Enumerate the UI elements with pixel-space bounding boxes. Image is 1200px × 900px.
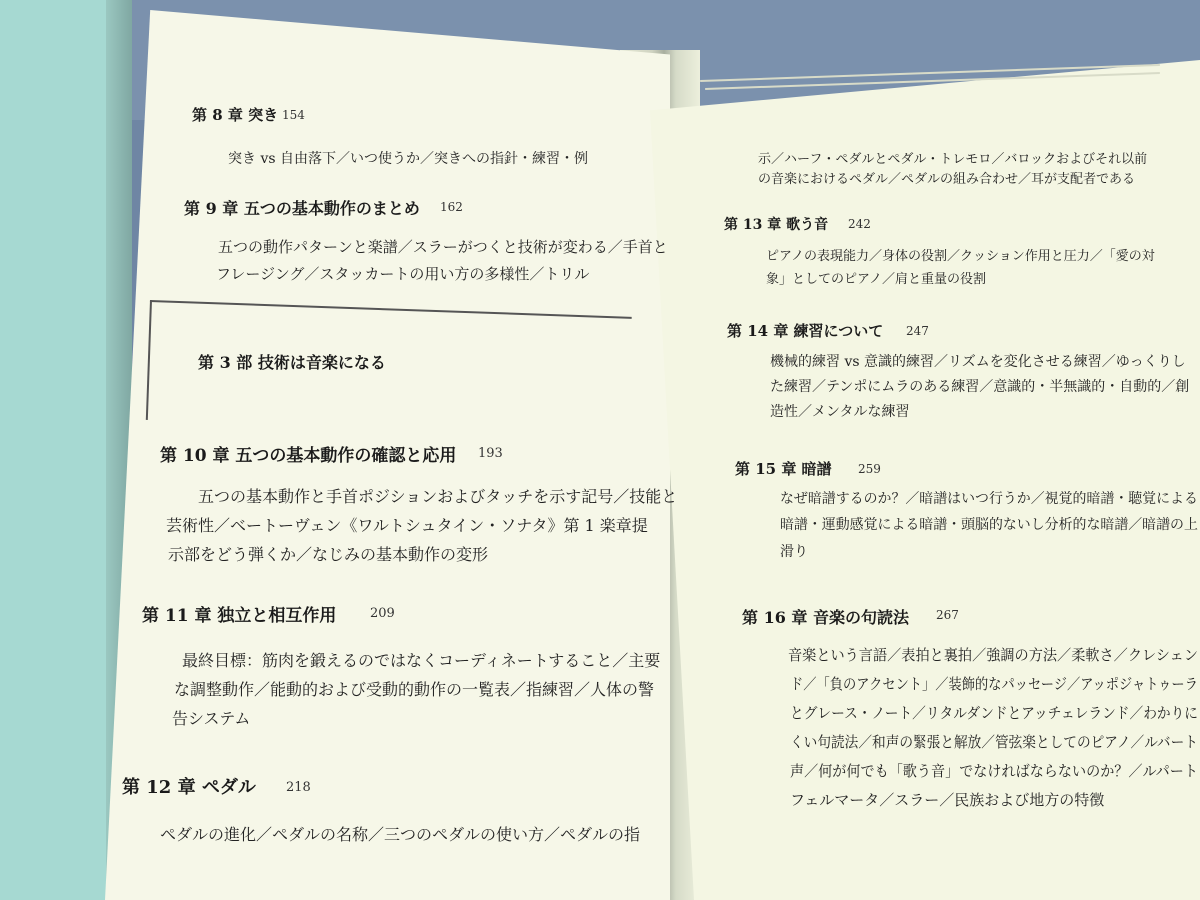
chapter-9-page: 162 [440, 200, 463, 214]
chapter-16-line: くい句読法／和声の緊張と解放／管弦楽としてのピアノ／ルバート [790, 733, 1198, 751]
chapter-14-line: 機械的練習 vs 意識的練習／リズムを変化させる練習／ゆっくりし [770, 354, 1186, 370]
chapter-8-page: 154 [282, 108, 305, 122]
chapter-12-page: 218 [286, 780, 311, 795]
continued-line: 示／ハーフ・ペダルとペダル・トレモロ／バロックおよびそれ以前 [758, 152, 1148, 167]
chapter-8-title: 第 8 章 突き [192, 106, 279, 124]
chapter-9-title: 第 9 章 五つの基本動作のまとめ [184, 199, 420, 218]
chapter-11-line: 告システム [172, 709, 251, 728]
part-3-title: 第 3 部 技術は音楽になる [198, 353, 386, 372]
chapter-16-page: 267 [936, 608, 959, 622]
chapter-15-title: 第 15 章 暗譜 [735, 460, 832, 478]
chapter-9-line: フレージング／スタッカートの用い方の多様性／トリル [216, 265, 590, 283]
chapter-14-title: 第 14 章 練習について [727, 322, 884, 340]
chapter-13-page: 242 [848, 217, 871, 231]
chapter-10-line: 五つの基本動作と手首ポジションおよびタッチを示す記号／技能と [198, 487, 678, 506]
chapter-11-title: 第 11 章 独立と相互作用 [142, 606, 337, 626]
chapter-15-line: 滑り [780, 544, 808, 560]
chapter-13-line: ピアノの表現能力／身体の役割／クッション作用と圧力／「愛の対 [766, 249, 1155, 264]
chapter-15-page: 259 [858, 462, 881, 476]
chapter-10-title: 第 10 章 五つの基本動作の確認と応用 [160, 446, 457, 466]
chapter-10-line: 示部をどう弾くか／なじみの基本動作の変形 [168, 545, 489, 564]
chapter-16-line: とグレース・ノート／リタルダンドとアッチェレランド／わかりに [790, 704, 1198, 722]
chapter-12-line: ペダルの進化／ペダルの名称／三つのペダルの使い方／ペダルの指 [160, 825, 641, 844]
chapter-11-line: な調整動作／能動的および受動的動作の一覧表／指練習／人体の警 [174, 680, 655, 699]
chapter-13-line: 象」としてのピアノ／肩と重量の役割 [766, 272, 986, 287]
chapter-12-title: 第 12 章 ペダル [122, 777, 256, 798]
chapter-15-line: なぜ暗譜するのか？／暗譜はいつ行うか／視覚的暗譜・聴覚による [780, 491, 1198, 507]
chapter-13-title: 第 13 章 歌う音 [724, 217, 829, 233]
chapter-9-line: 五つの動作パターンと楽譜／スラーがつくと技術が変わる／手首と [218, 238, 668, 256]
chapter-10-line: 芸術性／ベートーヴェン《ワルトシュタイン・ソナタ》第 1 楽章提 [166, 516, 648, 535]
chapter-16-title: 第 16 章 音楽の句読法 [742, 608, 909, 627]
chapter-16-line: 音楽という言語／表拍と裏拍／強調の方法／柔軟さ／クレシェン [788, 646, 1199, 664]
chapter-14-line: た練習／テンポにムラのある練習／意識的・半無識的・自動的／創 [770, 379, 1190, 395]
chapter-15-line: 暗譜・運動感覚による暗譜・頭脳的ないし分析的な暗譜／暗譜の上 [780, 517, 1198, 533]
chapter-11-line: 最終目標：筋肉を鍛えるのではなくコーディネートすること／主要 [182, 651, 661, 670]
chapter-14-line: 造性／メンタルな練習 [770, 404, 910, 420]
book-cover [0, 0, 120, 900]
chapter-16-line: 声／何が何でも「歌う音」でなければならないのか？／ルパート [790, 762, 1198, 780]
continued-line: の音楽におけるペダル／ペダルの組み合わせ／耳が支配者である [758, 172, 1136, 187]
chapter-14-page: 247 [906, 324, 929, 338]
chapter-11-page: 209 [370, 606, 395, 621]
chapter-10-page: 193 [478, 446, 503, 461]
chapter-16-line: フェルマータ／スラー／民族および地方の特徴 [790, 791, 1105, 809]
chapter-16-line: ド／「負のアクセント」／装飾的なパッセージ／アッポジャトゥーラ [790, 675, 1198, 693]
chapter-8-line: 突き vs 自由落下／いつ使うか／突きへの指針・練習・例 [228, 151, 588, 167]
